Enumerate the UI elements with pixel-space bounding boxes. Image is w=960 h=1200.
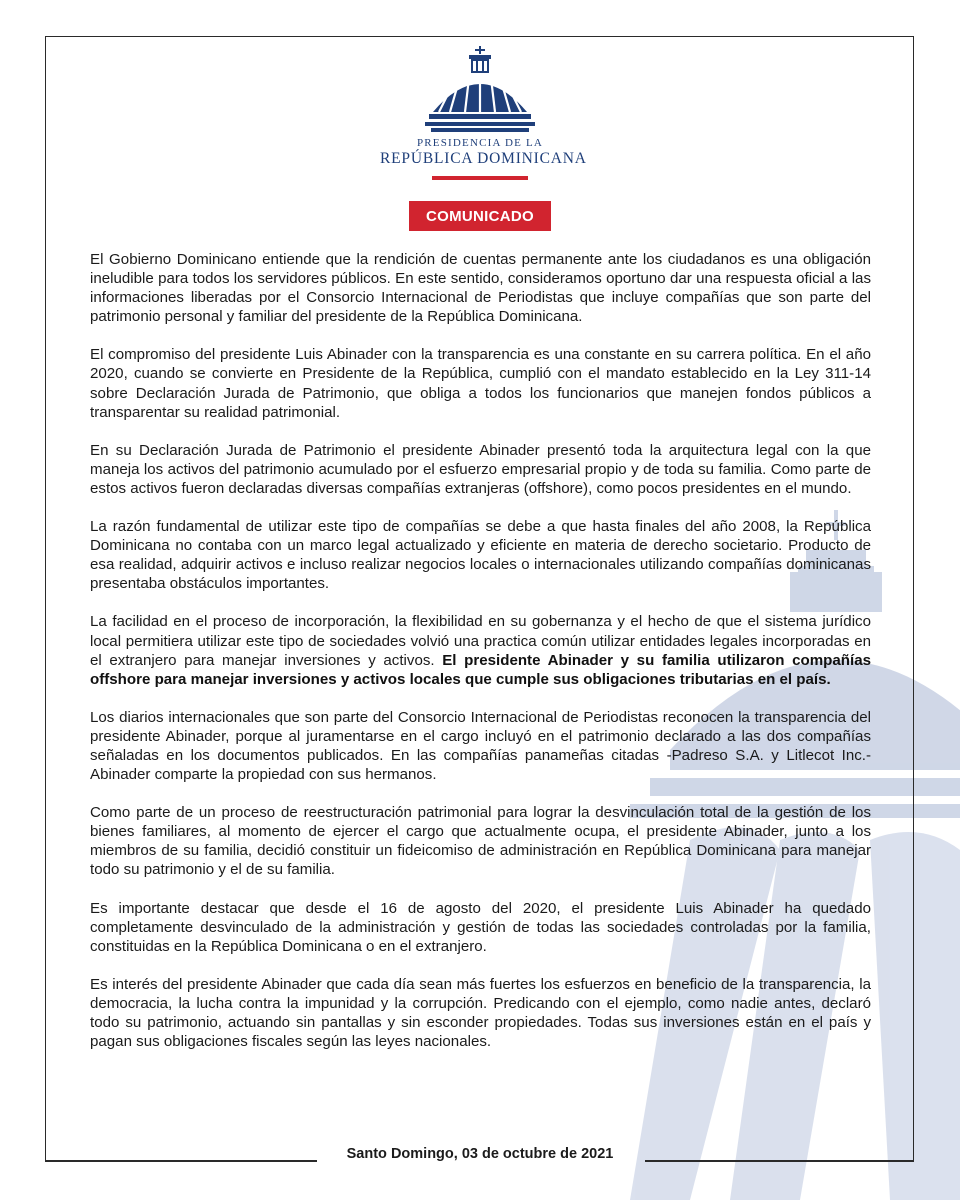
seal-caption-line2: REPÚBLICA DOMINICANA xyxy=(380,150,587,167)
paragraph: El Gobierno Dominicano entiende que la rendición de cuentas permanente ante los ciudadanos es una obligación ineludible para todos los servidores públicos. En este sentido, consideramos oportuno dar una respuesta oficial a las informaciones liberadas por el Consorcio Internacional de Periodistas que incluye compañías que son parte del patrimonio personal y familiar del presidente de la República Dominicana. xyxy=(90,251,871,326)
statement-body xyxy=(90,250,871,1070)
seal-red-bar xyxy=(432,176,528,180)
dome-seal-icon xyxy=(425,46,535,134)
paragraph: En su Declaración Jurada de Patrimonio el presidente Abinader presentó toda la arquitectura legal con la que maneja los activos del patrimonio acumulado por el esfuerzo empresarial propio y de toda su familia. Como parte de estos activos fueron declaradas diversas compañías extranjeras (offshore), como pocos presidentes en el mundo. xyxy=(90,441,871,497)
paragraph: Es interés del presidente Abinader que cada día sean más fuertes los esfuerzos en beneficio de la transparencia, la democracia, la lucha contra la impunidad y la corrupción. Predicando con el ejemplo, como nadie antes, declaró todo su patrimonio, actuando sin pantallas y sin esconder propiedades. Todas sus inversiones están en el país y pagan sus obligaciones fiscales según las leyes nacionales. xyxy=(90,975,871,1051)
paragraph: Es importante destacar que desde el 16 de agosto del 2020, el presidente Luis Abinader ha quedado completamente desvinculado de la administración y gestión de todas las sociedades controladas por la familia, constituidas en la República Dominicana o en el extranjero. xyxy=(90,899,871,955)
paragraph: Los diarios internacionales que son parte del Consorcio Internacional de Periodistas reconocen la transparencia del presidente Abinader, porque al juramentarse en el cargo incluyó en el patrimonio declarado a las dos compañías señaladas en los documentos publicados. En las compañías panameñas citadas -Padreso S.A. y Litlecot Inc.- Abinader comparte la propiedad con sus hermanos. xyxy=(90,708,871,784)
paragraph: La razón fundamental de utilizar este tipo de compañías se debe a que hasta finales del año 2008, la República Dominicana no contaba con un marco legal actualizado y eficiente en materia de derecho societario. Producto de esa realidad, adquirir activos e incluso realizar negocios locales o internacionales utilizando compañías dominicanas presentaba obstáculos importantes. xyxy=(90,518,871,593)
paragraph: La facilidad en el proceso de incorporación, la flexibilidad en su gobernanza y el hecho de que el sistema jurídico local permitiera utilizar este tipo de sociedades volvió una practica común utilizar entidades legales incorporadas en el extranjero para manejar inversiones y activos. El presidente Abinader y su familia utilizaron compañías offshore para manejar inversiones y activos locales que cumple sus obligaciones tributarias en el país. xyxy=(90,613,871,688)
seal-caption-line1: PRESIDENCIA DE LA xyxy=(416,137,544,149)
place-date: Santo Domingo, 03 de octubre de 2021 xyxy=(346,1146,614,1162)
presidency-logo xyxy=(380,46,587,186)
bold-statement: El presidente Abinader y su familia utilizaron compañías offshore para manejar inversiones y activos locales que cumple sus obligaciones tributarias en el país. xyxy=(90,651,871,688)
paragraph: Como parte de un proceso de reestructuración patrimonial para lograr la desvinculación total de la gestión de los bienes familiares, al momento de ejercer el cargo que actualmente ocupa, el presidente Abinader, junto a los miembros de su familia, decidió constituir un fideicomiso de administración en República Dominicana para manejar todo su patrimonio y el de su familia. xyxy=(90,804,871,879)
comunicado-badge: COMUNICADO xyxy=(409,201,551,231)
paragraph: El compromiso del presidente Luis Abinader con la transparencia es una constante en su carrera política. En el año 2020, cuando se convierte en Presidente de la República, cumplió con el mandato establecido en la Ley 311-14 sobre Declaración Jurada de Patrimonio, que obliga a todos los funcionarios que manejen fondos públicos a transparentar su realidad patrimonial. xyxy=(90,346,871,421)
